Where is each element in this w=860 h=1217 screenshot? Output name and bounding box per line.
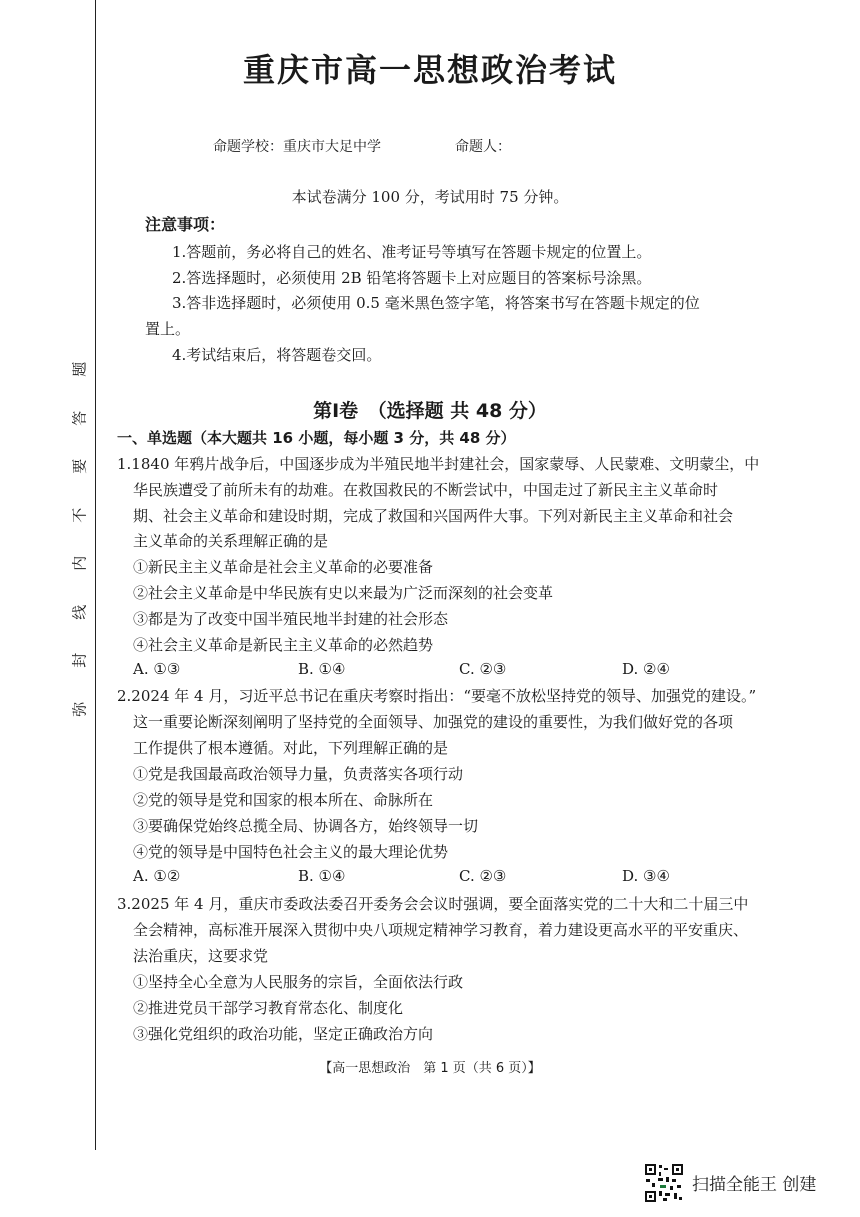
question-2-option-d: D. ③④ [622, 867, 670, 885]
question-1-option-d: D. ②④ [622, 660, 670, 678]
notice-heading: 注意事项： [145, 215, 226, 234]
question-3-statement: ①坚持全心全意为人民服务的宗旨，全面依法行政 [133, 973, 464, 991]
question-1-statement: ①新民主主义革命是社会主义革命的必要准备 [133, 558, 434, 576]
question-2-statement: ②党的领导是党和国家的根本所在、命脉所在 [133, 791, 434, 809]
seal-char: 线 [70, 604, 89, 620]
notice-item: 3.答非选择题时，必须使用 0.5 毫米黑色签字笔，将答案书写在答题卡规定的位 [172, 294, 700, 312]
question-3-statement: ②推进党员干部学习教育常态化、制度化 [133, 999, 404, 1017]
exam-title: 重庆市高一思想政治考试 [242, 51, 617, 89]
notice-item: 2.答选择题时，必须使用 2B 铅笔将答题卡上对应题目的答案标号涂黑。 [172, 269, 652, 287]
question-2-option-c: C. ②③ [459, 867, 507, 885]
page-footer: 【高一思想政治 第 1 页（共 6 页）】 [319, 1061, 541, 1076]
question-2-line: 这一重要论断深刻阐明了坚持党的全面领导、加强党的建设的重要性，为我们做好党的各项 [133, 713, 734, 731]
notice-item: 1.答题前，务必将自己的姓名、准考证号等填写在答题卡规定的位置上。 [172, 243, 652, 261]
question-1-statement: ②社会主义革命是中华民族有史以来最为广泛而深刻的社会变革 [133, 584, 554, 602]
section-heading: 一、单选题（本大题共 16 小题，每小题 3 分，共 48 分） [117, 429, 516, 447]
question-3-line: 3.2025 年 4 月，重庆市委政法委召开委务会会议时强调，要全面落实党的二十大和二十届三中 [117, 895, 749, 913]
seal-char: 要 [70, 458, 89, 474]
seal-char: 答 [70, 410, 89, 426]
volume-heading: 第Ⅰ卷 （选择题 共 48 分） [313, 400, 547, 422]
question-1-option-a: A. ①③ [133, 660, 181, 678]
seal-char: 封 [70, 652, 89, 668]
exam-intro: 本试卷满分 100 分，考试用时 75 分钟。 [291, 188, 569, 206]
binding-line [95, 0, 96, 1150]
question-1-option-c: C. ②③ [459, 660, 507, 678]
question-1-line: 1.1840 年鸦片战争后，中国逐步成为半殖民地半封建社会，国家蒙辱、人民蒙难、文明蒙尘，中 [117, 455, 760, 473]
question-3-line: 全会精神，高标准开展深入贯彻中央八项规定精神学习教育，着力建设更高水平的平安重庆、 [133, 921, 749, 939]
seal-char: 题 [70, 361, 89, 377]
question-1-line: 华民族遭受了前所未有的劫难。在救国救民的不断尝试中，中国走过了新民主主义革命时 [133, 481, 719, 499]
question-2-option-b: B. ①④ [298, 867, 346, 885]
setter-school: 命题学校：重庆市大足中学 [213, 139, 381, 155]
question-2-statement: ④党的领导是中国特色社会主义的最大理论优势 [133, 843, 449, 861]
qr-code-icon [644, 1163, 684, 1203]
seal-char: 弥 [70, 701, 89, 717]
question-2-statement: ①党是我国最高政治领导力量，负责落实各项行动 [133, 765, 464, 783]
question-1-line: 主义革命的关系理解正确的是 [133, 532, 329, 550]
question-1-statement: ③都是为了改变中国半殖民地半封建的社会形态 [133, 610, 449, 628]
question-2-line: 工作提供了根本遵循。对此，下列理解正确的是 [133, 739, 449, 757]
scanner-watermark: 扫描全能王 创建 [692, 1175, 817, 1195]
question-3-line: 法治重庆，这要求党 [133, 947, 269, 965]
question-2-statement: ③要确保党始终总揽全局、协调各方，始终领导一切 [133, 817, 479, 835]
question-1-statement: ④社会主义革命是新民主主义革命的必然趋势 [133, 636, 434, 654]
notice-item-continuation: 置上。 [145, 320, 191, 338]
setter-author: 命题人： [455, 139, 511, 155]
question-2-option-a: A. ①② [133, 867, 181, 885]
question-1-option-b: B. ①④ [298, 660, 346, 678]
seal-char: 内 [70, 555, 89, 571]
question-1-line: 期、社会主义革命和建设时期，完成了救国和兴国两件大事。下列对新民主主义革命和社会 [133, 507, 734, 525]
notice-item: 4.考试结束后，将答题卷交回。 [172, 346, 382, 364]
seal-char: 不 [70, 507, 89, 523]
question-2-line: 2.2024 年 4 月，习近平总书记在重庆考察时指出：“要毫不放松坚持党的领导、加强党的建设。” [117, 687, 757, 705]
question-3-statement: ③强化党组织的政治功能，坚定正确政治方向 [133, 1025, 434, 1043]
